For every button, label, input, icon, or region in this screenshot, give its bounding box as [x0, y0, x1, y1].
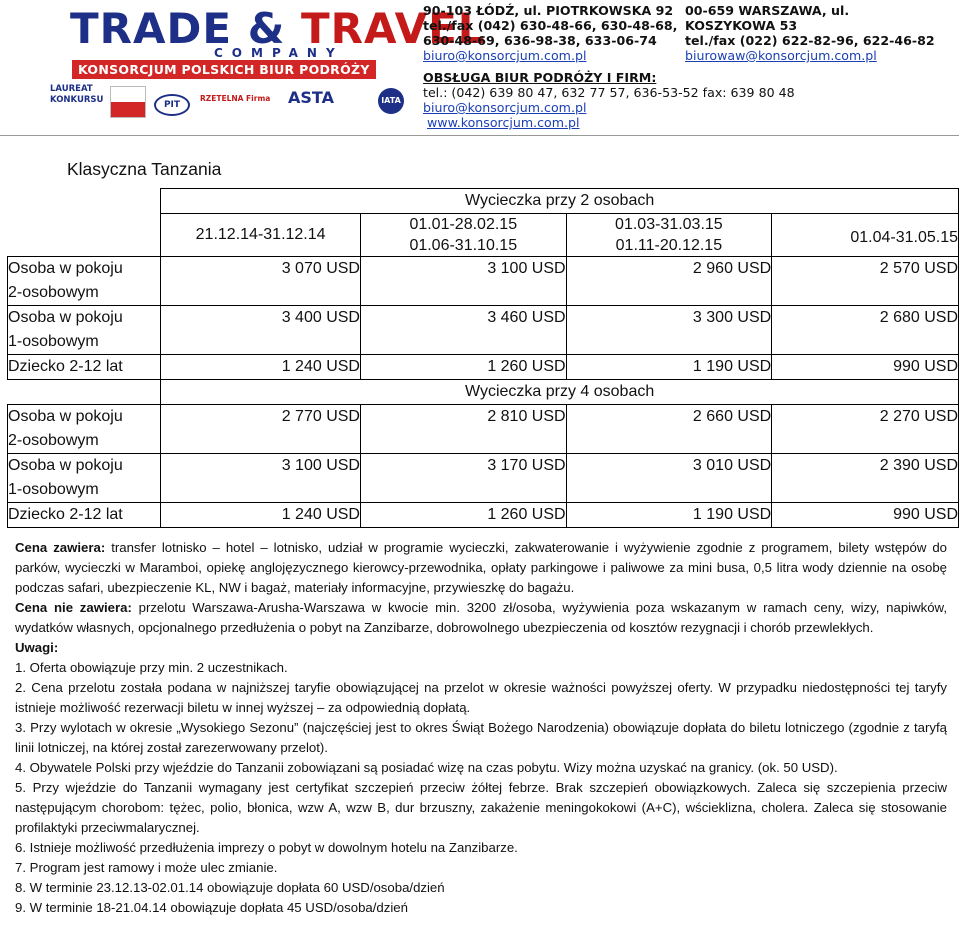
price-cell: 2 270 USD	[772, 405, 959, 454]
remark-item: 9. W terminie 18-21.04.14 obowiązuje dopłata 45 USD/osoba/dzień	[15, 900, 408, 915]
table-row	[8, 306, 959, 355]
period-header: 01.03-31.03.15	[566, 214, 772, 237]
lodz-address: 90-103 ŁÓDŹ, ul. PIOTRKOWSKA 92	[423, 3, 674, 18]
table-row	[8, 257, 959, 306]
price-includes-label: Cena zawiera:	[15, 540, 106, 555]
header-divider	[0, 135, 959, 136]
price-cell: 3 100 USD	[161, 454, 361, 503]
remark-item: 2. Cena przelotu została podana w najniższej taryfie obowiązującej na przelot w okresie ważności powyższej oferty. W przypadku niedostępności tej taryfy istnieje możliwość rezerwacji biletu w innej wyższej – za odpowiednią dopłatą.	[15, 680, 947, 715]
pit-badge: PIT	[154, 94, 190, 116]
row-label: Dziecko 2-12 lat	[8, 355, 161, 380]
firm-service-phone: tel.: (042) 639 80 47, 632 77 57, 636-53-52 fax: 639 80 48	[423, 85, 795, 100]
table-section-heading-row	[8, 189, 959, 214]
section-heading: Wycieczka przy 2 osobach	[161, 189, 959, 214]
website-link[interactable]: www.konsorcjum.com.pl	[427, 115, 580, 130]
row-label: Osoba w pokoju 2-osobowym	[8, 405, 161, 454]
warszawa-street: KOSZYKOWA 53	[685, 18, 798, 33]
lodz-phone-2: 630-48-69, 636-98-38, 633-06-74	[423, 33, 657, 48]
price-cell: 1 190 USD	[566, 355, 772, 380]
price-excludes-label: Cena nie zawiera:	[15, 600, 132, 615]
firm-service-email-link[interactable]: biuro@konsorcjum.com.pl	[423, 100, 587, 115]
price-cell: 3 460 USD	[360, 306, 566, 355]
logo-word-travel: TRAVEL	[300, 4, 486, 53]
lodz-office-contact	[423, 3, 677, 63]
warszawa-phone: tel./fax (022) 622-82-96, 622-46-82	[685, 33, 935, 48]
price-cell: 2 770 USD	[161, 405, 361, 454]
offer-notes	[15, 538, 947, 918]
certification-badges	[50, 84, 410, 124]
row-label: Osoba w pokoju 1-osobowym	[8, 306, 161, 355]
logo-ampersand: &	[247, 4, 286, 53]
iata-badge: IATA	[378, 88, 404, 114]
row-label: Dziecko 2-12 lat	[8, 503, 161, 528]
price-cell: 2 810 USD	[360, 405, 566, 454]
remark-item: 3. Przy wylotach w okresie „Wysokiego Sezonu” (najczęściej jest to okres Świąt Bożego Narodzenia) obowiązuje dopłata do biletu lotniczego (zgodnie z taryfą linii lotniczej, na której został zarezerwowany przelot).	[15, 720, 947, 755]
row-label: Osoba w pokoju 1-osobowym	[8, 454, 161, 503]
price-cell: 2 660 USD	[566, 405, 772, 454]
page-title: Klasyczna Tanzania	[67, 159, 222, 179]
price-cell: 3 400 USD	[161, 306, 361, 355]
price-cell: 3 070 USD	[161, 257, 361, 306]
logo-konsorcjum: KONSORCJUM POLSKICH BIUR PODRÓŻY	[72, 60, 376, 79]
table-row	[8, 355, 959, 380]
remark-item: 7. Program jest ramowy i może ulec zmianie.	[15, 860, 278, 875]
period-header: 01.06-31.10.15	[360, 236, 566, 257]
price-cell: 990 USD	[772, 355, 959, 380]
price-cell: 1 260 USD	[360, 355, 566, 380]
price-cell: 3 010 USD	[566, 454, 772, 503]
price-includes-text: transfer lotnisko – hotel – lotnisko, udział w programie wycieczki, zakwaterowanie i wyżywienie zgodnie z programem, bilety wstępów do parków, wycieczki w Maramboi, opiekę anglojęzycznego kierowcy-przewodnika, opłaty parkingowe i paliwowe za mini busa, 0,5 litra wody dziennie na osobę podczas safari, ubezpieczenie KL, NW i bagaż, materiały informacyjne, przywieszkę do bagażu.	[15, 540, 947, 595]
logo-word-trade: TRADE	[70, 4, 233, 53]
warszawa-email-link[interactable]: biurowaw@konsorcjum.com.pl	[685, 48, 877, 63]
logo-company: COMPANY	[214, 46, 344, 60]
price-cell: 1 260 USD	[360, 503, 566, 528]
price-cell: 1 190 USD	[566, 503, 772, 528]
remarks-label: Uwagi:	[15, 640, 59, 655]
section-heading: Wycieczka przy 4 osobach	[161, 380, 959, 405]
remarks-heading	[15, 638, 947, 658]
remark-item: 8. W terminie 23.12.13-02.01.14 obowiązuje dopłata 60 USD/osoba/dzień	[15, 880, 445, 895]
period-header: 21.12.14-31.12.14	[161, 214, 361, 257]
warszawa-office-contact	[685, 3, 935, 63]
remark-item: 1. Oferta obowiązuje przy min. 2 uczestnikach.	[15, 660, 288, 675]
remark-item: 5. Przy wjeździe do Tanzanii wymagany jest certyfikat szczepień przeciw żółtej febrze. Brak szczepień obowiązkowych. Zaleca się szczepienia przeciw następującym chorobom: tężec, polio, błonica, wzw A, wzw B, dur brzuszny, zakażenie meningokokowi (A+C), wścieklizna, cholera. Zaleca się stosowanie profilaktyki przeciwmalarycznej.	[15, 780, 947, 835]
laureat-badge: LAUREAT KONKURSU	[50, 84, 104, 105]
firm-service-contact	[423, 70, 795, 130]
price-table	[7, 188, 959, 528]
price-excludes-text: przelotu Warszawa-Arusha-Warszawa w kwocie min. 3200 zł/osoba, wyżywienia poza wskazanym w ramach ceny, wizy, napiwków, wydatków własnych, opcjonalnego przedłużenia o pobyt na Zanzibarze, dobrowolnego ubezpieczenia od kosztów rezygnacji i chorób przewlekłych.	[15, 600, 948, 635]
asta-badge: ASTA	[288, 88, 334, 107]
price-cell: 990 USD	[772, 503, 959, 528]
remark-item: 6. Istnieje możliwość przedłużenia imprezy o pobyt w dowolnym hotelu na Zanzibarze.	[15, 840, 518, 855]
price-includes	[15, 538, 947, 598]
table-row	[8, 503, 959, 528]
row-label: Osoba w pokoju 2-osobowym	[8, 257, 161, 306]
lodz-email-link[interactable]: biuro@konsorcjum.com.pl	[423, 48, 587, 63]
table-row	[8, 405, 959, 454]
page-header	[0, 0, 959, 136]
period-header: 01.04-31.05.15	[772, 214, 959, 257]
period-header: 01.01-28.02.15	[360, 214, 566, 237]
price-cell: 2 960 USD	[566, 257, 772, 306]
empty-corner-cell	[8, 189, 161, 257]
price-cell: 2 390 USD	[772, 454, 959, 503]
remark-item: 4. Obywatele Polski przy wjeździe do Tanzanii zobowiązani są posiadać wizę na czas pobytu. Wizy można uzyskać na granicy. (ok. 50 USD).	[15, 760, 838, 775]
price-cell: 2 570 USD	[772, 257, 959, 306]
empty-cell	[8, 380, 161, 405]
table-row	[8, 454, 959, 503]
red-flag-icon	[110, 86, 146, 118]
price-cell: 3 100 USD	[360, 257, 566, 306]
period-header: 01.11-20.12.15	[566, 236, 772, 257]
price-cell: 2 680 USD	[772, 306, 959, 355]
price-excludes	[15, 598, 947, 638]
firm-service-title: OBSŁUGA BIUR PODRÓŻY I FIRM:	[423, 70, 657, 85]
table-section-heading-row	[8, 380, 959, 405]
price-cell: 3 170 USD	[360, 454, 566, 503]
lodz-phone-1: tel./fax (042) 630-48-66, 630-48-68,	[423, 18, 678, 33]
warszawa-address: 00-659 WARSZAWA, ul.	[685, 3, 850, 18]
rzetelna-firma-badge: RZETELNA Firma	[200, 94, 271, 103]
price-cell: 1 240 USD	[161, 355, 361, 380]
price-cell: 1 240 USD	[161, 503, 361, 528]
price-cell: 3 300 USD	[566, 306, 772, 355]
